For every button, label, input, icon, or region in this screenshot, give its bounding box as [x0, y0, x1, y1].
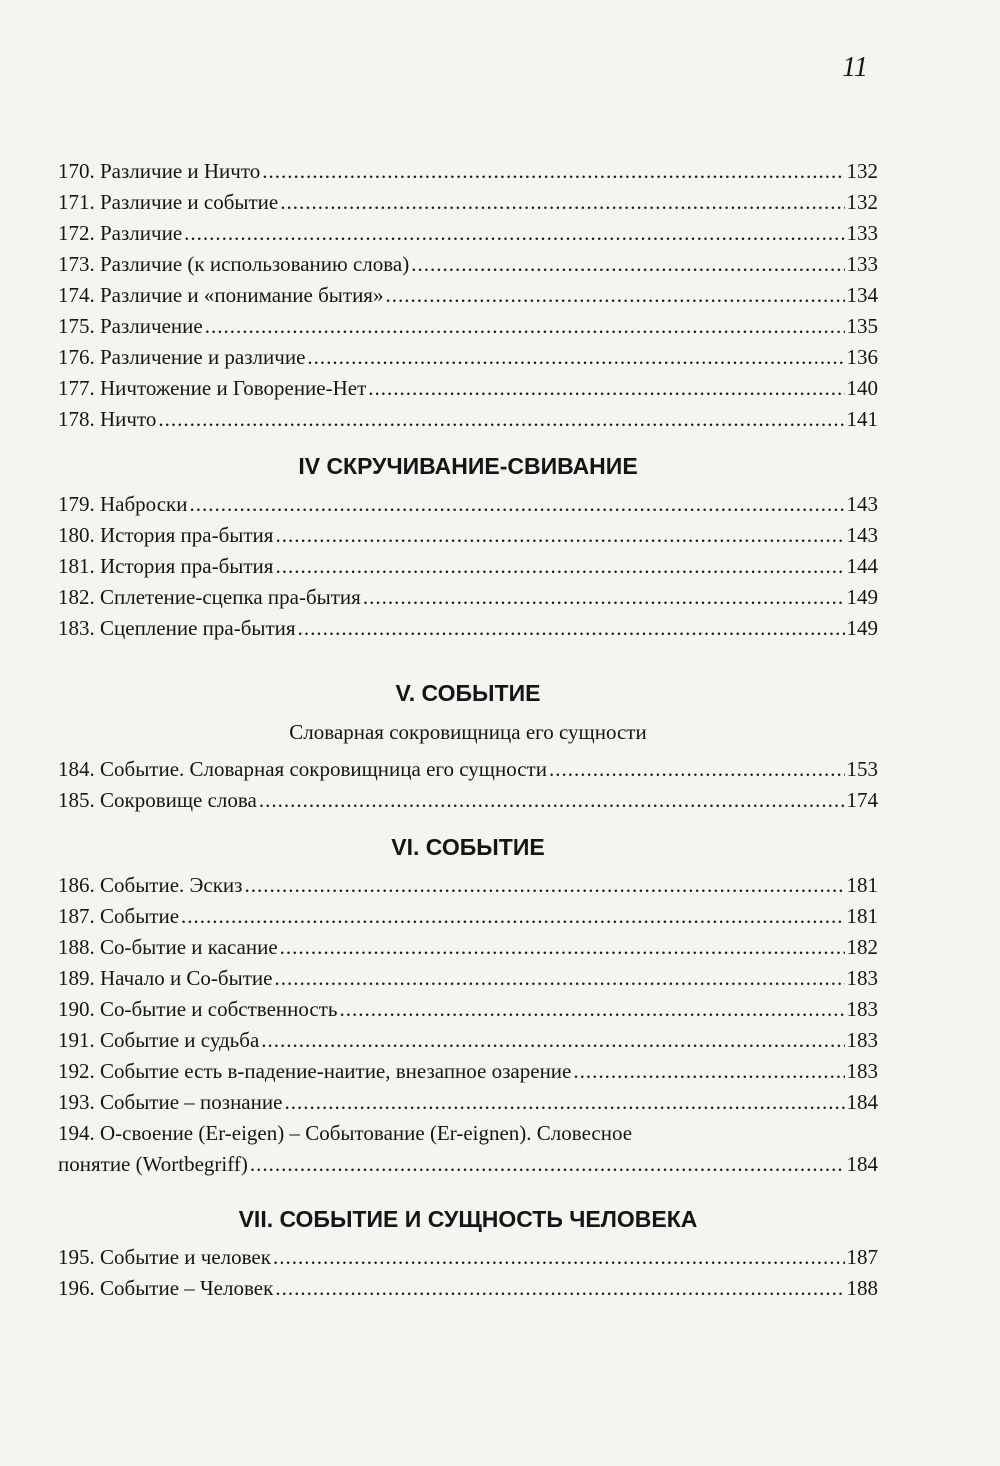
toc-entry: 185. Сокровище слова ..... 174 [58, 785, 878, 816]
toc-entry: 180. История пра-бытия ..... 143 [58, 520, 878, 551]
toc-entry: 187. Событие ..... 181 [58, 901, 878, 932]
toc-entry: 175. Различение ..... 135 [58, 311, 878, 342]
toc-entry: 191. Событие и судьба ..... 183 [58, 1025, 878, 1056]
toc-entry: 188. Со-бытие и касание ..... 182 [58, 932, 878, 963]
section-heading: IV СКРУЧИВАНИЕ-СВИВАНИЕ [298, 453, 638, 479]
table-of-contents [58, 156, 878, 1304]
toc-entry: 170. Различие и Ничто ..... 132 [58, 156, 878, 187]
toc-entry: 174. Различие и «понимание бытия» ..... 134 [58, 280, 878, 311]
toc-entry: 196. Событие – Человек ..... 188 [58, 1273, 878, 1304]
toc-section-continued [58, 156, 878, 435]
toc-entry: 194. О-своение (Er-eigen) – Событование (Er-eignen). Словесное понятие (Wortbegriff) ..... 184 [58, 1118, 878, 1180]
toc-entry: 193. Событие – познание ..... 184 [58, 1087, 878, 1118]
toc-entry: 189. Начало и Со-бытие ..... 183 [58, 963, 878, 994]
toc-entry: 177. Ничтожение и Говорение-Нет ..... 140 [58, 373, 878, 404]
toc-entry: 181. История пра-бытия ..... 144 [58, 551, 878, 582]
toc-entry: 192. Событие есть в-падение-наитие, внезапное озарение ..... 183 [58, 1056, 878, 1087]
page-number: 11 [842, 52, 868, 83]
toc-entry: 171. Различие и событие ..... 132 [58, 187, 878, 218]
section-heading: VI. СОБЫТИЕ [391, 834, 545, 860]
toc-section-v [58, 676, 878, 816]
toc-entry: 186. Событие. Эскиз ..... 181 [58, 870, 878, 901]
toc-entry: 184. Событие. Словарная сокровищница его сущности ..... 153 [58, 754, 878, 785]
toc-entry: 190. Со-бытие и собственность ..... 183 [58, 994, 878, 1025]
toc-entry: 178. Ничто ..... 141 [58, 404, 878, 435]
section-subheading: Словарная сокровищница его сущности [289, 720, 647, 744]
toc-entry: 172. Различие ..... 133 [58, 218, 878, 249]
toc-entry: 173. Различие (к использованию слова) ..... 133 [58, 249, 878, 280]
toc-section-vii [58, 1202, 878, 1304]
toc-entry: 179. Наброски ..... 143 [58, 489, 878, 520]
section-heading: VII. СОБЫТИЕ И СУЩНОСТЬ ЧЕЛОВЕКА [238, 1206, 698, 1232]
section-heading: V. СОБЫТИЕ [395, 680, 541, 706]
toc-entry: 195. Событие и человек ..... 187 [58, 1242, 878, 1273]
toc-section-vi [58, 830, 878, 1180]
toc-section-iv [58, 449, 878, 644]
toc-entry: 183. Сцепление пра-бытия ..... 149 [58, 613, 878, 644]
toc-entry: 176. Различение и различие ..... 136 [58, 342, 878, 373]
toc-entry: 182. Сплетение-сцепка пра-бытия ..... 149 [58, 582, 878, 613]
